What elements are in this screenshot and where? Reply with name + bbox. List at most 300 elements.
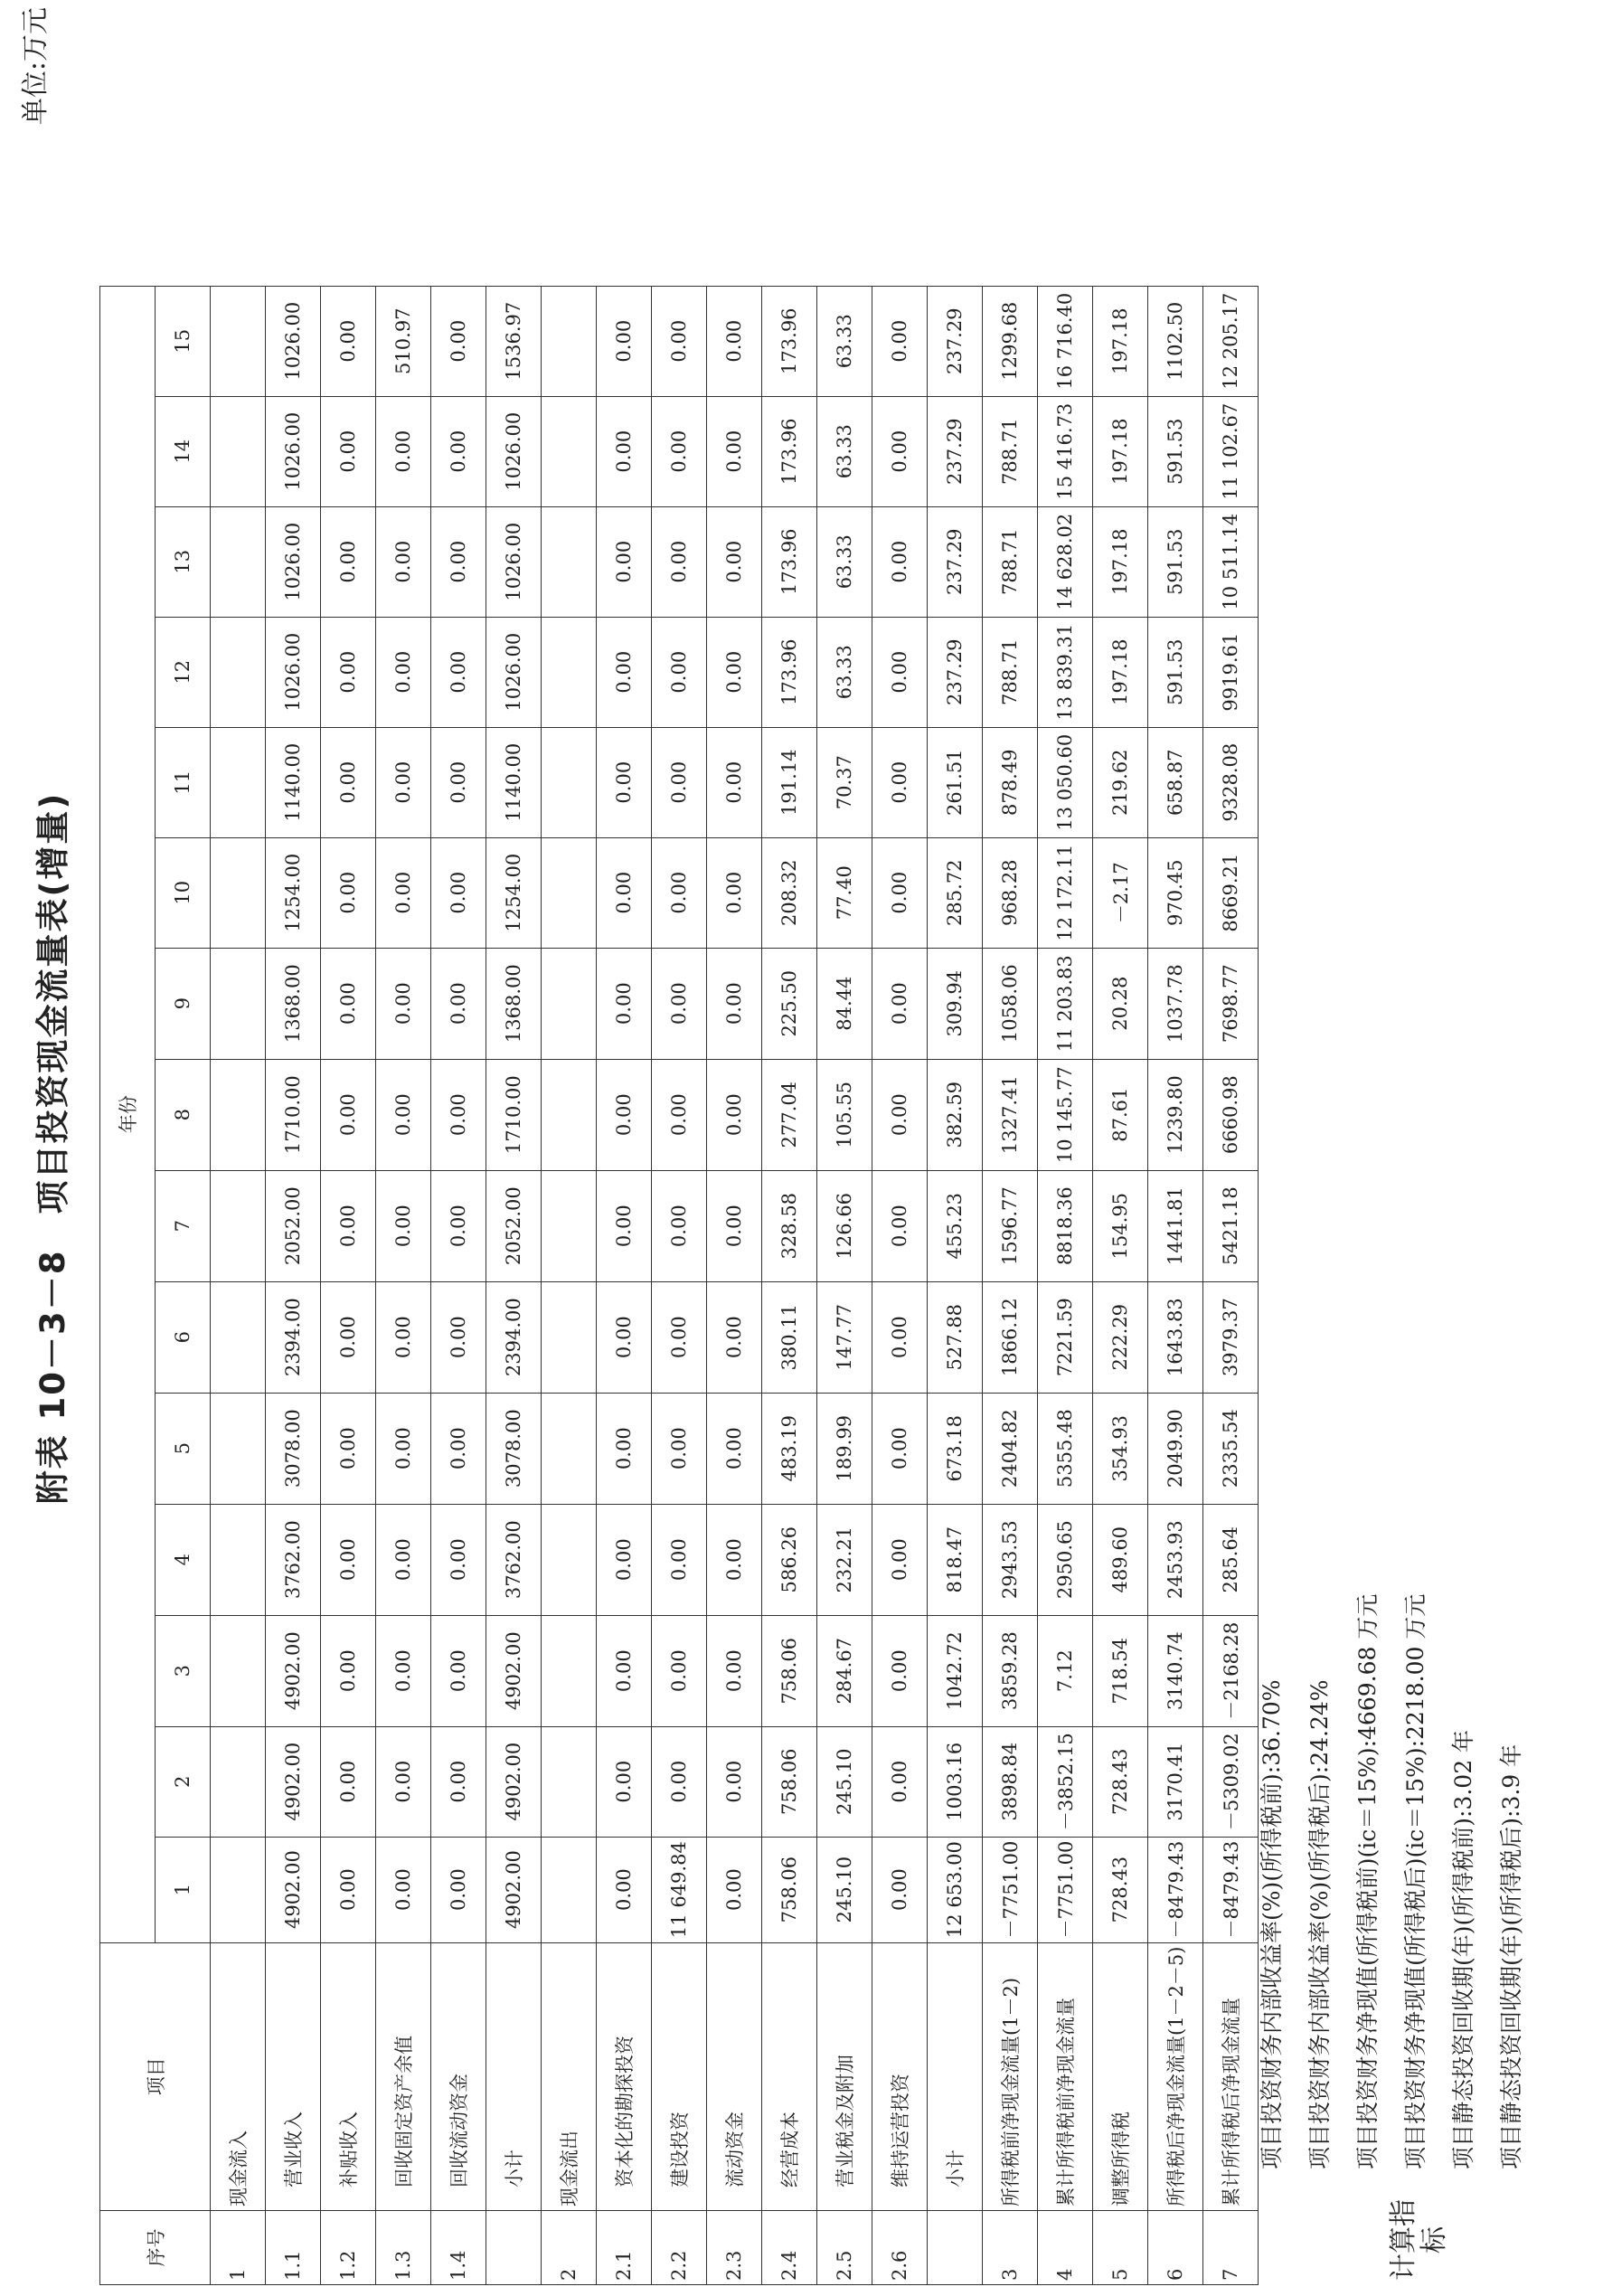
cell-value: 0.00	[707, 948, 762, 1059]
row-item: 调整所得税	[1093, 1942, 1148, 2210]
cell-value: 0.00	[376, 1281, 431, 1393]
row-item: 营业税金及附加	[817, 1942, 872, 2210]
cell-value: 0.00	[431, 1170, 486, 1281]
cell-value: 0.00	[376, 1504, 431, 1615]
cell-value: 1254.00	[266, 837, 321, 948]
row-item: 维持运营投资	[872, 1942, 928, 2210]
cell-value: 0.00	[597, 1837, 652, 1942]
row-item: 现金流入	[211, 1942, 266, 2210]
row-item: 累计所得税前净现金流量	[1038, 1942, 1093, 2210]
cell-value: 758.06	[762, 1615, 817, 1726]
cell-value: 0.00	[707, 1281, 762, 1393]
row-seq: 6	[1148, 2211, 1203, 2285]
cell-value: 63.33	[817, 286, 872, 396]
cell-value: 1368.00	[266, 948, 321, 1059]
cell-value: 237.29	[928, 617, 983, 727]
cell-value: 968.28	[983, 837, 1038, 948]
cell-value	[211, 286, 266, 396]
cell-value: 261.51	[928, 727, 983, 837]
row-seq: 1.3	[376, 2211, 431, 2285]
cell-value: 591.53	[1148, 617, 1203, 727]
cell-value	[542, 837, 597, 948]
cell-value: 0.00	[321, 1837, 376, 1942]
cell-value	[211, 1726, 266, 1837]
cell-value: 197.18	[1093, 286, 1148, 396]
table-row	[321, 286, 376, 2284]
cell-value: 16 716.40	[1038, 286, 1093, 396]
cell-value: 728.43	[1093, 1726, 1148, 1837]
cell-value: 0.00	[707, 286, 762, 396]
cell-value: 0.00	[652, 1393, 707, 1504]
cell-value: 1003.16	[928, 1726, 983, 1837]
cell-value: 285.64	[1203, 1504, 1259, 1615]
cell-value: 0.00	[431, 1726, 486, 1837]
header-year-10: 10	[156, 837, 211, 948]
cell-value: 2404.82	[983, 1393, 1038, 1504]
header-seq: 序号	[100, 2211, 211, 2285]
cell-value: 1327.41	[983, 1059, 1038, 1170]
cell-value: 7.12	[1038, 1615, 1093, 1726]
cell-value: 197.18	[1093, 396, 1148, 506]
cell-value: 2394.00	[266, 1281, 321, 1393]
cell-value	[542, 1504, 597, 1615]
cell-value	[211, 1281, 266, 1393]
cell-value: 11 102.67	[1203, 396, 1259, 506]
cell-value: 63.33	[817, 617, 872, 727]
cell-value: 0.00	[431, 617, 486, 727]
cell-value	[542, 948, 597, 1059]
row-item: 建设投资	[652, 1942, 707, 2210]
cell-value: －7751.00	[1038, 1837, 1093, 1942]
cell-value: 0.00	[321, 1059, 376, 1170]
table-row	[762, 286, 817, 2284]
cell-value: 15 416.73	[1038, 396, 1093, 506]
table-row	[928, 286, 983, 2284]
cell-value: 0.00	[376, 948, 431, 1059]
cell-value: 1102.50	[1148, 286, 1203, 396]
cell-value: 1596.77	[983, 1170, 1038, 1281]
cell-value: 63.33	[817, 396, 872, 506]
cell-value: 285.72	[928, 837, 983, 948]
cell-value: 0.00	[872, 1059, 928, 1170]
header-year-6: 6	[156, 1281, 211, 1393]
cell-value: 0.00	[597, 506, 652, 617]
cell-value: 0.00	[376, 396, 431, 506]
cell-value: 0.00	[872, 1504, 928, 1615]
table-row	[431, 286, 486, 2284]
cell-value: 0.00	[652, 396, 707, 506]
cell-value: 63.33	[817, 506, 872, 617]
cell-value: 0.00	[321, 396, 376, 506]
table-row	[1038, 286, 1093, 2284]
cell-value: 0.00	[652, 1615, 707, 1726]
indicator-item: 项目静态投资回收期(年)(所得税前):3.02 年	[1450, 1729, 1476, 2169]
row-seq: 2.4	[762, 2211, 817, 2285]
cell-value	[542, 286, 597, 396]
cell-value: 70.37	[817, 727, 872, 837]
cell-value: 222.29	[1093, 1281, 1148, 1393]
cell-value: 8818.36	[1038, 1170, 1093, 1281]
cell-value: －5309.02	[1203, 1726, 1259, 1837]
cell-value: 10 145.77	[1038, 1059, 1093, 1170]
cell-value: 2453.93	[1148, 1504, 1203, 1615]
cell-value	[211, 396, 266, 506]
cell-value: －3852.15	[1038, 1726, 1093, 1837]
cell-value: 1239.80	[1148, 1059, 1203, 1170]
cell-value: 0.00	[321, 837, 376, 948]
cell-value: 1026.00	[486, 617, 542, 727]
cell-value: 586.26	[762, 1504, 817, 1615]
cell-value: 0.00	[431, 1504, 486, 1615]
cell-value: 20.28	[1093, 948, 1148, 1059]
cell-value: 0.00	[376, 1393, 431, 1504]
cell-value: 758.06	[762, 1837, 817, 1942]
header-year-2: 2	[156, 1726, 211, 1837]
cell-value: 232.21	[817, 1504, 872, 1615]
row-seq: 2.5	[817, 2211, 872, 2285]
row-item: 现金流出	[542, 1942, 597, 2210]
cell-value: 1254.00	[486, 837, 542, 948]
cell-value: 527.88	[928, 1281, 983, 1393]
cell-value: 0.00	[597, 948, 652, 1059]
cell-value: 0.00	[431, 1615, 486, 1726]
cell-value: 0.00	[707, 727, 762, 837]
cell-value: 2394.00	[486, 1281, 542, 1393]
cell-value: 4902.00	[486, 1837, 542, 1942]
cell-value: 0.00	[707, 506, 762, 617]
cell-value: 0.00	[872, 396, 928, 506]
cell-value: 0.00	[376, 1059, 431, 1170]
cell-value: 0.00	[872, 1170, 928, 1281]
cell-value: 658.87	[1148, 727, 1203, 837]
header-year-12: 12	[156, 617, 211, 727]
cell-value: 0.00	[431, 727, 486, 837]
cell-value: 0.00	[872, 1837, 928, 1942]
cell-value: 3979.37	[1203, 1281, 1259, 1393]
cell-value: 197.18	[1093, 506, 1148, 617]
cell-value: 3078.00	[486, 1393, 542, 1504]
cell-value: 0.00	[431, 396, 486, 506]
cell-value: 0.00	[431, 948, 486, 1059]
cell-value: 0.00	[597, 1504, 652, 1615]
cell-value	[542, 1615, 597, 1726]
cell-value: 5421.18	[1203, 1170, 1259, 1281]
cell-value	[542, 727, 597, 837]
indicator-item: 项目投资财务内部收益率(%)(所得税前):36.70%	[1259, 1679, 1285, 2169]
cell-value: 380.11	[762, 1281, 817, 1393]
cell-value: 455.23	[928, 1170, 983, 1281]
cell-value: 4902.00	[266, 1615, 321, 1726]
cell-value: 237.29	[928, 396, 983, 506]
cell-value: 0.00	[872, 617, 928, 727]
cell-value: 0.00	[872, 837, 928, 948]
cell-value: 0.00	[707, 617, 762, 727]
header-year-4: 4	[156, 1504, 211, 1615]
cell-value: 13 050.60	[1038, 727, 1093, 837]
cell-value: 277.04	[762, 1059, 817, 1170]
cell-value: 2052.00	[266, 1170, 321, 1281]
row-seq: 2.3	[707, 2211, 762, 2285]
cell-value: 0.00	[321, 1170, 376, 1281]
cell-value	[542, 506, 597, 617]
row-seq: 3	[983, 2211, 1038, 2285]
cell-value: 0.00	[707, 396, 762, 506]
cell-value: 0.00	[652, 1504, 707, 1615]
cell-value: 0.00	[376, 1615, 431, 1726]
cell-value: 5355.48	[1038, 1393, 1093, 1504]
cell-value: 0.00	[431, 1059, 486, 1170]
cell-value: 0.00	[321, 1393, 376, 1504]
cell-value: －8479.43	[1203, 1837, 1259, 1942]
cell-value: 673.18	[928, 1393, 983, 1504]
cell-value: 0.00	[376, 506, 431, 617]
cell-value: 4902.00	[266, 1837, 321, 1942]
cell-value: 225.50	[762, 948, 817, 1059]
cell-value: 0.00	[597, 1281, 652, 1393]
cell-value: 0.00	[707, 1615, 762, 1726]
row-seq: 7	[1203, 2211, 1259, 2285]
table-row	[376, 286, 431, 2284]
cell-value: 9919.61	[1203, 617, 1259, 727]
header-year-11: 11	[156, 727, 211, 837]
cell-value: 0.00	[652, 617, 707, 727]
cell-value: 0.00	[431, 506, 486, 617]
cell-value: 126.66	[817, 1170, 872, 1281]
cell-value: －8479.43	[1148, 1837, 1203, 1942]
cell-value: 3898.84	[983, 1726, 1038, 1837]
cell-value: 3762.00	[486, 1504, 542, 1615]
header-item: 项目	[100, 1942, 211, 2210]
row-seq: 4	[1038, 2211, 1093, 2285]
cell-value: 0.00	[321, 948, 376, 1059]
cash-flow-table	[99, 286, 1259, 2285]
cell-value: 3762.00	[266, 1504, 321, 1615]
cell-value: 0.00	[321, 1726, 376, 1837]
cell-value: 84.44	[817, 948, 872, 1059]
cell-value: －2.17	[1093, 837, 1148, 948]
table-row	[266, 286, 321, 2284]
cell-value: 1042.72	[928, 1615, 983, 1726]
cell-value: 189.99	[817, 1393, 872, 1504]
indicator-item: 项目投资财务净现值(所得税后)(ic＝15%):2218.00 万元	[1402, 1593, 1429, 2169]
cell-value: 4902.00	[486, 1726, 542, 1837]
cell-value: 1866.12	[983, 1281, 1038, 1393]
cell-value: 1026.00	[486, 506, 542, 617]
cell-value: 728.43	[1093, 1837, 1148, 1942]
cell-value: 12 172.11	[1038, 837, 1093, 948]
cell-value: 2335.54	[1203, 1393, 1259, 1504]
cell-value: 0.00	[431, 1393, 486, 1504]
cell-value: 12 205.17	[1203, 286, 1259, 396]
row-item: 所得税后净现金流量(1－2－5)	[1148, 1942, 1203, 2210]
header-year-8: 8	[156, 1059, 211, 1170]
cell-value: 173.96	[762, 617, 817, 727]
cell-value: 7698.77	[1203, 948, 1259, 1059]
cell-value: 0.00	[597, 1726, 652, 1837]
header-year-9: 9	[156, 948, 211, 1059]
cell-value: 0.00	[652, 506, 707, 617]
row-seq: 1.1	[266, 2211, 321, 2285]
cell-value: 0.00	[872, 948, 928, 1059]
table-row	[652, 286, 707, 2284]
cell-value: 382.59	[928, 1059, 983, 1170]
cell-value: 0.00	[707, 837, 762, 948]
row-seq	[486, 2211, 542, 2285]
unit-label: 单位:万元	[20, 7, 52, 126]
header-year-15: 15	[156, 286, 211, 396]
cell-value	[542, 1170, 597, 1281]
cell-value: 0.00	[652, 727, 707, 837]
row-seq	[928, 2211, 983, 2285]
cell-value: 2052.00	[486, 1170, 542, 1281]
table-row	[486, 286, 542, 2284]
cell-value: 173.96	[762, 506, 817, 617]
cell-value: 4902.00	[266, 1726, 321, 1837]
cell-value: 0.00	[597, 1615, 652, 1726]
row-item: 资本化的勘探投资	[597, 1942, 652, 2210]
cell-value: 105.55	[817, 1059, 872, 1170]
cell-value: 309.94	[928, 948, 983, 1059]
table-row	[1093, 286, 1148, 2284]
cell-value	[211, 727, 266, 837]
cell-value: 0.00	[321, 1504, 376, 1615]
cell-value: 0.00	[597, 286, 652, 396]
cell-value: 0.00	[376, 837, 431, 948]
cell-value: 173.96	[762, 396, 817, 506]
cell-value: 0.00	[376, 1837, 431, 1942]
cell-value: 970.45	[1148, 837, 1203, 948]
cell-value: 0.00	[652, 1726, 707, 1837]
cell-value: 1026.00	[266, 286, 321, 396]
cell-value: 8669.21	[1203, 837, 1259, 948]
cell-value: 4902.00	[486, 1615, 542, 1726]
cell-value: 3140.74	[1148, 1615, 1203, 1726]
cell-value	[542, 1393, 597, 1504]
cell-value: 14 628.02	[1038, 506, 1093, 617]
row-item: 营业收入	[266, 1942, 321, 2210]
header-year-14: 14	[156, 396, 211, 506]
row-seq: 5	[1093, 2211, 1148, 2285]
row-item: 回收固定资产余值	[376, 1942, 431, 2210]
cell-value: 245.10	[817, 1726, 872, 1837]
table-row	[983, 286, 1038, 2284]
cell-value: 1536.97	[486, 286, 542, 396]
cell-value: 591.53	[1148, 396, 1203, 506]
cell-value: 11 649.84	[652, 1837, 707, 1942]
row-item: 经营成本	[762, 1942, 817, 2210]
cell-value: 6660.98	[1203, 1059, 1259, 1170]
cell-value: 2049.90	[1148, 1393, 1203, 1504]
cell-value: 11 203.83	[1038, 948, 1093, 1059]
cell-value: 0.00	[597, 1393, 652, 1504]
cell-value: 0.00	[707, 1170, 762, 1281]
cell-value: 0.00	[321, 727, 376, 837]
cell-value: 1299.68	[983, 286, 1038, 396]
row-seq: 2.6	[872, 2211, 928, 2285]
cell-value: 7221.59	[1038, 1281, 1093, 1393]
cell-value: 0.00	[652, 1059, 707, 1170]
cell-value: 1140.00	[266, 727, 321, 837]
cell-value: 0.00	[652, 1170, 707, 1281]
cell-value: 510.97	[376, 286, 431, 396]
cell-value	[542, 396, 597, 506]
cell-value: 0.00	[321, 1281, 376, 1393]
cell-value: 354.93	[1093, 1393, 1148, 1504]
cell-value: 0.00	[652, 948, 707, 1059]
cell-value: 0.00	[707, 1393, 762, 1504]
cell-value: 0.00	[872, 1615, 928, 1726]
cell-value: 0.00	[597, 617, 652, 727]
cell-value: －2168.28	[1203, 1615, 1259, 1726]
cell-value: 0.00	[707, 1726, 762, 1837]
table-row	[597, 286, 652, 2284]
row-item: 补贴收入	[321, 1942, 376, 2210]
cell-value: 591.53	[1148, 506, 1203, 617]
cell-value: 0.00	[652, 837, 707, 948]
cell-value: 489.60	[1093, 1504, 1148, 1615]
cell-value	[211, 506, 266, 617]
cell-value: 1368.00	[486, 948, 542, 1059]
table-row	[707, 286, 762, 2284]
cell-value: 237.29	[928, 506, 983, 617]
table-row	[211, 286, 266, 2284]
header-year: 年份	[100, 286, 156, 1942]
cell-value: 1441.81	[1148, 1170, 1203, 1281]
row-item: 小计	[486, 1942, 542, 2210]
cell-value	[211, 1170, 266, 1281]
cell-value: 0.00	[376, 617, 431, 727]
cell-value: 1026.00	[486, 396, 542, 506]
cell-value: 245.10	[817, 1837, 872, 1942]
row-seq: 2.1	[597, 2211, 652, 2285]
calc-label: 计算指标	[1388, 2199, 1450, 2281]
cell-value: 0.00	[321, 617, 376, 727]
row-seq: 2	[542, 2211, 597, 2285]
cell-value: 0.00	[431, 1281, 486, 1393]
table-title: 附表 10－3－8 项目投资现金流量表(增量)	[33, 791, 72, 1505]
cell-value: 0.00	[431, 837, 486, 948]
header-year-13: 13	[156, 506, 211, 617]
row-item: 流动资金	[707, 1942, 762, 2210]
row-seq: 1.4	[431, 2211, 486, 2285]
cell-value: 328.58	[762, 1170, 817, 1281]
cell-value: 0.00	[872, 1393, 928, 1504]
row-item: 累计所得税后净现金流量	[1203, 1942, 1259, 2210]
cell-value: 1026.00	[266, 396, 321, 506]
cell-value: 0.00	[597, 1059, 652, 1170]
cell-value: 0.00	[431, 1837, 486, 1942]
cell-value: 12 653.00	[928, 1837, 983, 1942]
cell-value: 0.00	[376, 727, 431, 837]
cell-value	[542, 1281, 597, 1393]
cell-value: 2943.53	[983, 1504, 1038, 1615]
cell-value	[211, 1504, 266, 1615]
cell-value: 219.62	[1093, 727, 1148, 837]
cell-value: 77.40	[817, 837, 872, 948]
cell-value: 718.54	[1093, 1615, 1148, 1726]
cell-value: 1643.83	[1148, 1281, 1203, 1393]
cell-value: 0.00	[707, 1837, 762, 1942]
cell-value: －7751.00	[983, 1837, 1038, 1942]
cell-value: 788.71	[983, 617, 1038, 727]
cell-value	[211, 1059, 266, 1170]
row-item: 所得税前净现金流量(1－2)	[983, 1942, 1038, 2210]
table-row	[1148, 286, 1203, 2284]
cell-value: 483.19	[762, 1393, 817, 1504]
cell-value: 0.00	[872, 727, 928, 837]
cell-value: 0.00	[321, 1615, 376, 1726]
cell-value: 3078.00	[266, 1393, 321, 1504]
